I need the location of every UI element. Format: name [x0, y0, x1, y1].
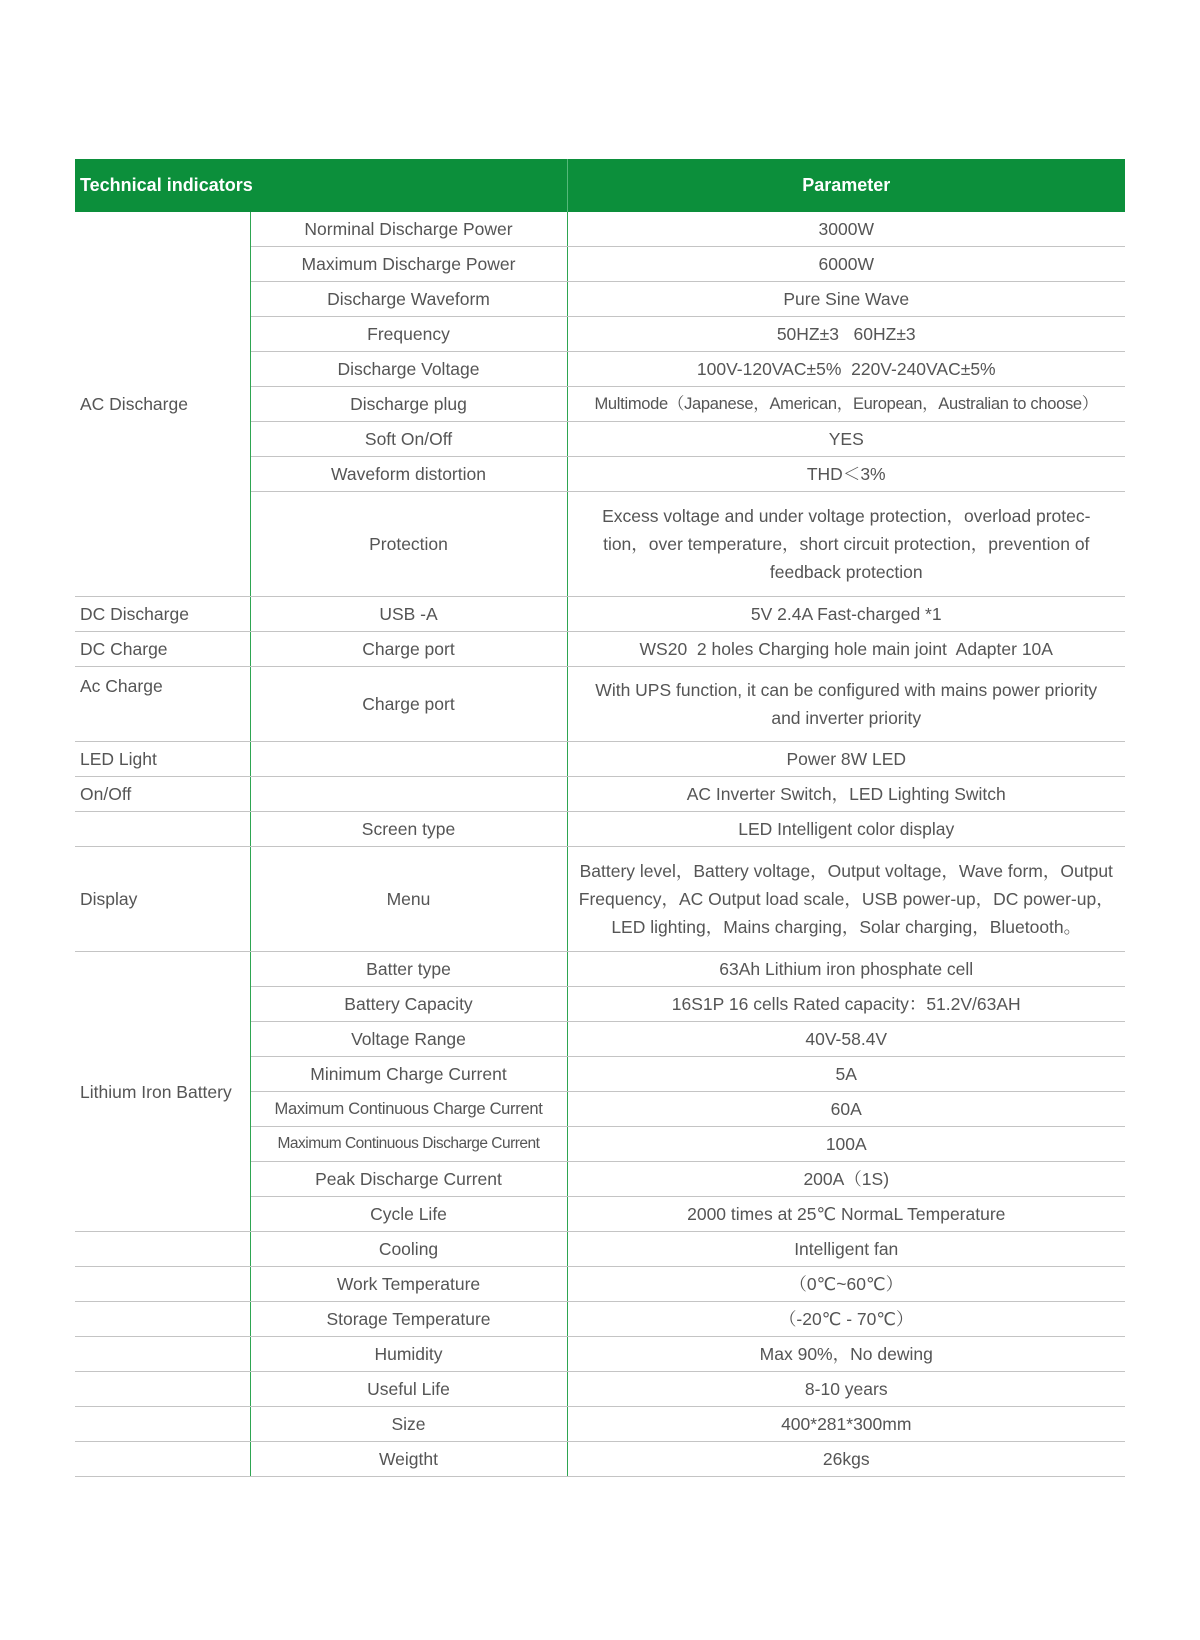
- spec-item: Voltage Range: [250, 1022, 567, 1057]
- spec-value: 16S1P 16 cells Rated capacity：51.2V/63AH: [567, 987, 1125, 1022]
- category-display: Display: [75, 847, 250, 952]
- spec-value: 3000W: [567, 212, 1125, 247]
- table-row: [75, 952, 1125, 987]
- category-ac-charge: Ac Charge: [75, 667, 250, 742]
- spec-item: Norminal Discharge Power: [250, 212, 567, 247]
- table-row: [75, 812, 1125, 847]
- spec-item: Charge port: [250, 667, 567, 742]
- spec-item: [250, 777, 567, 812]
- spec-value: 2000 times at 25℃ NormaL Temperature: [567, 1197, 1125, 1232]
- table-row: [75, 1267, 1125, 1302]
- spec-item: Screen type: [250, 812, 567, 847]
- spec-value: （-20℃ - 70℃）: [567, 1302, 1125, 1337]
- spec-item: Size: [250, 1407, 567, 1442]
- spec-value: 5V 2.4A Fast-charged *1: [567, 597, 1125, 632]
- spec-value: Battery level，Battery voltage，Output voltage，Wave form，Output Frequency，AC Output load scale，USB power-up，DC power-up，LED lighting，Mains charging，Solar charging，Bluetooth。: [567, 847, 1125, 952]
- category-lithium-iron-battery: Lithium Iron Battery: [75, 952, 250, 1232]
- category-dc-charge: DC Charge: [75, 632, 250, 667]
- table-row: [75, 1337, 1125, 1372]
- spec-item: Batter type: [250, 952, 567, 987]
- spec-item: Menu: [250, 847, 567, 952]
- spec-value: Intelligent fan: [567, 1232, 1125, 1267]
- spec-item: Maximum Continuous Charge Current: [250, 1092, 567, 1127]
- category-ac-discharge: AC Discharge: [75, 212, 250, 597]
- table-row: [75, 1442, 1125, 1477]
- spec-value: Max 90%，No dewing: [567, 1337, 1125, 1372]
- spec-value: YES: [567, 422, 1125, 457]
- table-row: [75, 1372, 1125, 1407]
- spec-value: Power 8W LED: [567, 742, 1125, 777]
- spec-table: [75, 159, 1125, 1477]
- category-blank: [75, 1232, 250, 1267]
- spec-item: USB -A: [250, 597, 567, 632]
- spec-value: 40V-58.4V: [567, 1022, 1125, 1057]
- spec-value: Excess voltage and under voltage protection，overload protec-tion，over temperature，short circuit protection，prevention of feedback protection: [567, 492, 1125, 597]
- spec-item: Weigtht: [250, 1442, 567, 1477]
- spec-item: [250, 742, 567, 777]
- spec-value: Multimode（Japanese，American，European，Australian to choose）: [567, 387, 1125, 422]
- spec-item: Battery Capacity: [250, 987, 567, 1022]
- category-blank: [75, 812, 250, 847]
- spec-value: （0℃~60℃）: [567, 1267, 1125, 1302]
- spec-item: Protection: [250, 492, 567, 597]
- spec-value: 100V-120VAC±5% 220V-240VAC±5%: [567, 352, 1125, 387]
- spec-value: 100A: [567, 1127, 1125, 1162]
- spec-item: Discharge Voltage: [250, 352, 567, 387]
- table-row: [75, 777, 1125, 812]
- spec-item: Minimum Charge Current: [250, 1057, 567, 1092]
- table-row: [75, 632, 1125, 667]
- category-blank: [75, 1267, 250, 1302]
- table-row: [75, 212, 1125, 247]
- spec-value: 400*281*300mm: [567, 1407, 1125, 1442]
- header-technical-indicators: Technical indicators: [75, 159, 567, 212]
- spec-value: LED Intelligent color display: [567, 812, 1125, 847]
- category-led-light: LED Light: [75, 742, 250, 777]
- spec-item: Discharge Waveform: [250, 282, 567, 317]
- spec-item: Peak Discharge Current: [250, 1162, 567, 1197]
- spec-item: Frequency: [250, 317, 567, 352]
- spec-item: Discharge plug: [250, 387, 567, 422]
- spec-item: Humidity: [250, 1337, 567, 1372]
- spec-value: THD＜3%: [567, 457, 1125, 492]
- spec-item: Waveform distortion: [250, 457, 567, 492]
- category-blank: [75, 1337, 250, 1372]
- spec-item: Cycle Life: [250, 1197, 567, 1232]
- spec-value: 5A: [567, 1057, 1125, 1092]
- spec-item: Work Temperature: [250, 1267, 567, 1302]
- table-row: [75, 597, 1125, 632]
- spec-item: Cooling: [250, 1232, 567, 1267]
- spec-value: 26kgs: [567, 1442, 1125, 1477]
- spec-item: Useful Life: [250, 1372, 567, 1407]
- table-row: [75, 667, 1125, 742]
- spec-value: 8-10 years: [567, 1372, 1125, 1407]
- spec-item: Maximum Continuous Discharge Current: [250, 1127, 567, 1162]
- spec-value: With UPS function, it can be configured with mains power priority and inverter priority: [567, 667, 1125, 742]
- table-row: [75, 1232, 1125, 1267]
- spec-value: 200A（1S): [567, 1162, 1125, 1197]
- spec-item: Soft On/Off: [250, 422, 567, 457]
- spec-value: Pure Sine Wave: [567, 282, 1125, 317]
- category-dc-discharge: DC Discharge: [75, 597, 250, 632]
- category-blank: [75, 1407, 250, 1442]
- spec-value: 50HZ±3 60HZ±3: [567, 317, 1125, 352]
- category-on-off: On/Off: [75, 777, 250, 812]
- table-row: [75, 847, 1125, 952]
- spec-value: AC Inverter Switch，LED Lighting Switch: [567, 777, 1125, 812]
- header-parameter: Parameter: [567, 159, 1125, 212]
- table-header-row: [75, 159, 1125, 212]
- spec-value: 63Ah Lithium iron phosphate cell: [567, 952, 1125, 987]
- category-blank: [75, 1302, 250, 1337]
- spec-item: Charge port: [250, 632, 567, 667]
- category-blank: [75, 1442, 250, 1477]
- category-blank: [75, 1372, 250, 1407]
- spec-item: Storage Temperature: [250, 1302, 567, 1337]
- spec-item: Maximum Discharge Power: [250, 247, 567, 282]
- spec-value: 6000W: [567, 247, 1125, 282]
- spec-value: 60A: [567, 1092, 1125, 1127]
- table-row: [75, 742, 1125, 777]
- spec-value: WS20 2 holes Charging hole main joint Adapter 10A: [567, 632, 1125, 667]
- table-row: [75, 1302, 1125, 1337]
- table-row: [75, 1407, 1125, 1442]
